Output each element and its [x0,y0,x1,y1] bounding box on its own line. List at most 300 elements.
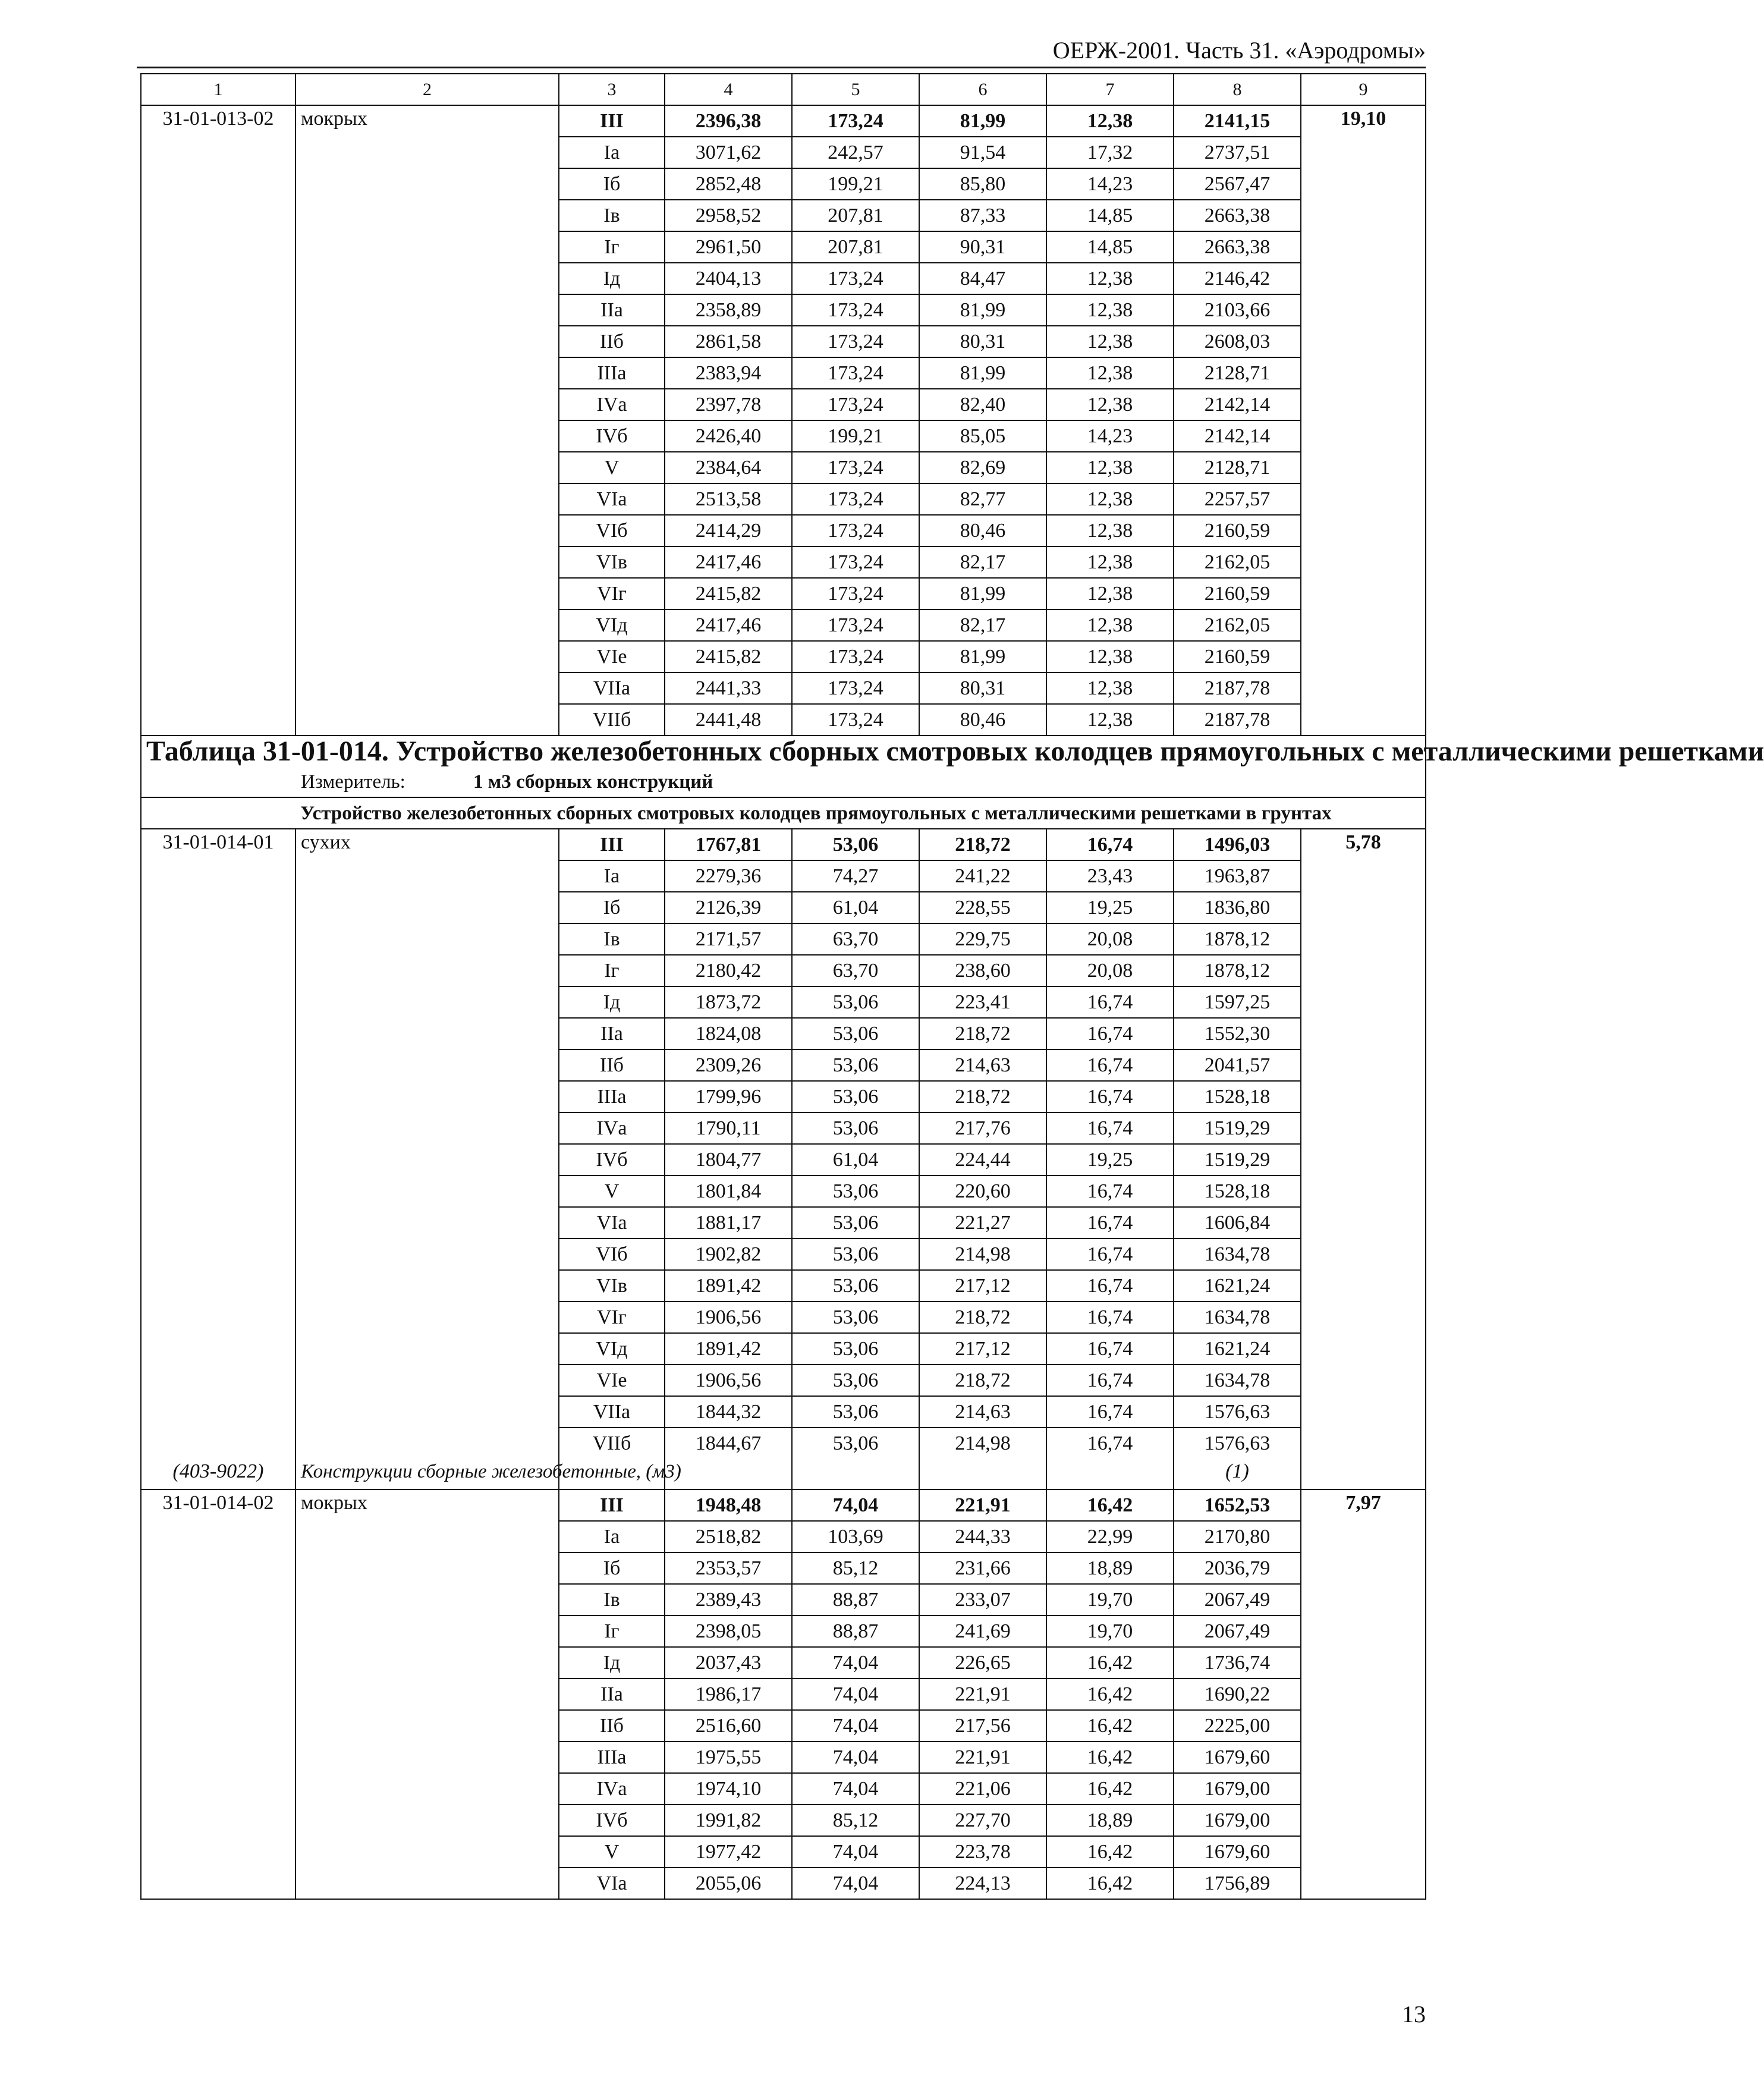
machines-cell: 217,76 [919,1112,1046,1144]
operator-wages-cell: 16,42 [1046,1710,1174,1742]
materials-cost-cell: 2128,71 [1174,452,1301,483]
rate-code-empty [141,1144,295,1175]
wages-cell: 242,57 [792,137,919,168]
machines-cell: 85,80 [919,168,1046,200]
direct-cost-cell: 2852,48 [665,168,792,200]
wages-cell: 74,04 [792,1489,919,1521]
operator-wages-cell: 19,25 [1046,892,1174,923]
soil-condition-empty [295,1049,559,1081]
resource-quantity: (1) [1174,1459,1301,1489]
soil-condition-empty [295,1805,559,1836]
rate-code-empty [141,1647,295,1679]
direct-cost-cell: 1977,42 [665,1836,792,1868]
table-row [141,1584,1426,1615]
zone-cell: Iг [559,231,665,263]
machines-cell: 81,99 [919,105,1046,137]
zone-cell: V [559,1836,665,1868]
table-row [141,860,1426,892]
table-row [141,546,1426,578]
direct-cost-cell: 2353,57 [665,1552,792,1584]
materials-cost-cell: 2146,42 [1174,263,1301,294]
zone-cell: IVб [559,1144,665,1175]
zone-cell: VIа [559,1868,665,1899]
rate-code-empty [141,609,295,641]
operator-wages-cell: 12,38 [1046,389,1174,420]
meter-label: Измеритель: [301,771,405,793]
table-row [141,1521,1426,1552]
wages-cell: 53,06 [792,1081,919,1112]
labor-cost-cell: 19,10 [1301,105,1426,137]
labor-cost-empty [1301,389,1426,420]
machines-cell: 80,31 [919,672,1046,704]
wages-cell: 207,81 [792,231,919,263]
operator-wages-cell: 16,74 [1046,829,1174,860]
labor-cost-empty [1301,1742,1426,1773]
soil-condition-empty [295,483,559,515]
resource-row [141,1459,1426,1489]
table-row [141,1679,1426,1710]
operator-wages-cell: 16,74 [1046,1018,1174,1049]
direct-cost-cell: 2309,26 [665,1049,792,1081]
operator-wages-cell: 14,85 [1046,231,1174,263]
zone-cell: III [559,1489,665,1521]
rate-code-empty [141,483,295,515]
zone-cell: V [559,1175,665,1207]
direct-cost-cell: 2358,89 [665,294,792,326]
direct-cost-cell: 1881,17 [665,1207,792,1239]
materials-cost-cell: 2257,57 [1174,483,1301,515]
operator-wages-cell: 12,38 [1046,294,1174,326]
labor-cost-empty [1301,294,1426,326]
soil-condition-empty [295,420,559,452]
zone-cell: V [559,452,665,483]
zone-cell: III [559,105,665,137]
wages-cell: 53,06 [792,1396,919,1428]
wages-cell: 173,24 [792,326,919,357]
labor-cost-empty [1301,672,1426,704]
operator-wages-cell: 16,74 [1046,1270,1174,1302]
table-row [141,1365,1426,1396]
machines-cell: 80,46 [919,704,1046,736]
wages-cell: 173,24 [792,357,919,389]
materials-cost-cell: 2737,51 [1174,137,1301,168]
zone-cell: Iд [559,263,665,294]
wages-cell: 85,12 [792,1552,919,1584]
soil-condition-empty [295,263,559,294]
wages-cell: 53,06 [792,1333,919,1365]
materials-cost-cell: 1496,03 [1174,829,1301,860]
soil-condition-empty [295,515,559,546]
wages-cell: 53,06 [792,1270,919,1302]
labor-cost-empty [1301,168,1426,200]
rate-code-empty [141,704,295,736]
operator-wages-cell: 16,74 [1046,1365,1174,1396]
soil-condition-empty [295,955,559,986]
machines-cell: 82,40 [919,389,1046,420]
soil-condition-empty [295,1333,559,1365]
operator-wages-cell: 16,74 [1046,986,1174,1018]
direct-cost-cell: 1975,55 [665,1742,792,1773]
column-number: 1 [141,74,295,105]
soil-condition-empty [295,1521,559,1552]
table-row [141,105,1426,137]
table-row [141,672,1426,704]
machines-cell: 91,54 [919,137,1046,168]
column-number-row [141,74,1426,105]
direct-cost-cell: 2279,36 [665,860,792,892]
rate-code-empty [141,294,295,326]
direct-cost-cell: 2180,42 [665,955,792,986]
machines-cell: 218,72 [919,1081,1046,1112]
table-row [141,1144,1426,1175]
machines-cell: 221,91 [919,1742,1046,1773]
resource-code: (403-9022) [141,1459,295,1489]
materials-cost-cell: 2141,15 [1174,105,1301,137]
table-row [141,1615,1426,1647]
direct-cost-cell: 1991,82 [665,1805,792,1836]
labor-cost-empty [1301,1521,1426,1552]
description-row [141,797,1426,829]
zone-cell: IIIа [559,357,665,389]
labor-cost-empty [1301,357,1426,389]
machines-cell: 80,46 [919,515,1046,546]
table-row [141,1018,1426,1049]
soil-condition: мокрых [295,1489,559,1521]
zone-cell: VIе [559,641,665,672]
table-row [141,829,1426,860]
materials-cost-cell: 1878,12 [1174,923,1301,955]
materials-cost-cell: 1528,18 [1174,1175,1301,1207]
soil-condition-empty [295,1773,559,1805]
labor-cost-empty [1301,892,1426,923]
operator-wages-cell: 16,74 [1046,1302,1174,1333]
direct-cost-cell: 2404,13 [665,263,792,294]
wages-cell: 173,24 [792,389,919,420]
labor-cost-empty [1301,1049,1426,1081]
operator-wages-cell: 16,74 [1046,1175,1174,1207]
rate-code-empty [141,1365,295,1396]
table-row [141,986,1426,1018]
machines-cell: 218,72 [919,1018,1046,1049]
labor-cost-empty [1301,1302,1426,1333]
wages-cell: 74,04 [792,1868,919,1899]
labor-cost-empty [1301,1710,1426,1742]
zone-cell: IVа [559,1773,665,1805]
table-row [141,357,1426,389]
materials-cost-cell: 2608,03 [1174,326,1301,357]
rate-code-empty [141,1239,295,1270]
direct-cost-cell: 2398,05 [665,1615,792,1647]
materials-cost-cell: 2187,78 [1174,672,1301,704]
materials-cost-cell: 2567,47 [1174,168,1301,200]
rate-code: 31-01-014-01 [141,829,295,860]
zone-cell: IIб [559,1049,665,1081]
machines-cell: 233,07 [919,1584,1046,1615]
labor-cost-empty [1301,1615,1426,1647]
materials-cost-cell: 1519,29 [1174,1112,1301,1144]
operator-wages-cell: 16,74 [1046,1081,1174,1112]
operator-wages-cell: 12,38 [1046,105,1174,137]
direct-cost-cell: 2513,58 [665,483,792,515]
table-title: Таблица 31-01-014. Устройство железобетонных сборных смотровых колодцев прямоугольных с металлическими решетками [141,736,1426,766]
direct-cost-cell: 1891,42 [665,1270,792,1302]
materials-cost-cell: 1679,60 [1174,1742,1301,1773]
machines-cell: 226,65 [919,1647,1046,1679]
rate-code-empty [141,1552,295,1584]
materials-cost-cell: 2160,59 [1174,515,1301,546]
zone-cell: VIб [559,1239,665,1270]
labor-cost-empty [1301,1836,1426,1868]
rate-code-empty [141,1175,295,1207]
direct-cost-cell: 1844,32 [665,1396,792,1428]
rate-code: 31-01-013-02 [141,105,295,137]
labor-cost-empty [1301,1333,1426,1365]
rate-code-empty [141,955,295,986]
resource-name: Конструкции сборные железобетонные, (м3) [295,1459,559,1489]
soil-condition-empty [295,672,559,704]
rate-code-empty [141,263,295,294]
direct-cost-cell: 1902,82 [665,1239,792,1270]
soil-condition-empty [295,1239,559,1270]
direct-cost-cell: 2417,46 [665,546,792,578]
materials-cost-cell: 2067,49 [1174,1584,1301,1615]
wages-cell: 53,06 [792,1365,919,1396]
rate-code-empty [141,1773,295,1805]
zone-cell: Iг [559,1615,665,1647]
rate-code-empty [141,672,295,704]
machines-cell: 82,69 [919,452,1046,483]
materials-cost-cell: 2128,71 [1174,357,1301,389]
wages-cell: 53,06 [792,1207,919,1239]
operator-wages-cell: 16,42 [1046,1868,1174,1899]
table-row [141,1742,1426,1773]
rate-code-empty [141,1805,295,1836]
zone-cell: VIв [559,1270,665,1302]
table-row [141,1081,1426,1112]
materials-cost-cell: 1606,84 [1174,1207,1301,1239]
table-row [141,1489,1426,1521]
wages-cell: 53,06 [792,1049,919,1081]
machines-cell: 221,27 [919,1207,1046,1239]
soil-condition-empty [295,1710,559,1742]
materials-cost-cell: 1690,22 [1174,1679,1301,1710]
table-row [141,389,1426,420]
soil-condition-empty [295,1868,559,1899]
wages-cell: 74,04 [792,1710,919,1742]
table-row [141,1836,1426,1868]
column-number: 6 [919,74,1046,105]
labor-cost-cell: 7,97 [1301,1489,1426,1521]
materials-cost-cell: 2162,05 [1174,546,1301,578]
materials-cost-cell: 1621,24 [1174,1270,1301,1302]
operator-wages-cell: 16,74 [1046,1333,1174,1365]
zone-cell: VIIб [559,1428,665,1459]
zone-cell: VIд [559,609,665,641]
direct-cost-cell: 2516,60 [665,1710,792,1742]
operator-wages-cell: 12,38 [1046,704,1174,736]
labor-cost-empty [1301,1584,1426,1615]
direct-cost-cell: 1804,77 [665,1144,792,1175]
soil-condition-empty [295,1144,559,1175]
rate-code-empty [141,1396,295,1428]
machines-cell: 221,06 [919,1773,1046,1805]
labor-cost-empty [1301,515,1426,546]
zone-cell: Iб [559,168,665,200]
labor-cost-empty [1301,1679,1426,1710]
wages-cell: 103,69 [792,1521,919,1552]
column-number: 2 [295,74,559,105]
labor-cost-empty [1301,1239,1426,1270]
table-row [141,955,1426,986]
machines-cell: 220,60 [919,1175,1046,1207]
wages-cell: 173,24 [792,294,919,326]
labor-cost-empty [1301,578,1426,609]
labor-cost-empty [1301,923,1426,955]
machines-cell: 82,77 [919,483,1046,515]
zone-cell: Iв [559,200,665,231]
direct-cost-cell: 1948,48 [665,1489,792,1521]
direct-cost-cell: 1799,96 [665,1081,792,1112]
machines-cell: 214,98 [919,1428,1046,1459]
materials-cost-cell: 2663,38 [1174,231,1301,263]
operator-wages-cell: 16,74 [1046,1396,1174,1428]
soil-condition: мокрых [295,105,559,137]
direct-cost-cell: 1906,56 [665,1302,792,1333]
wages-cell: 173,24 [792,483,919,515]
operator-wages-cell: 12,38 [1046,515,1174,546]
operator-wages-cell: 16,74 [1046,1428,1174,1459]
direct-cost-cell: 2414,29 [665,515,792,546]
rate-code-empty [141,200,295,231]
labor-cost-empty [1301,704,1426,736]
rate-code-empty [141,641,295,672]
wages-cell: 173,24 [792,672,919,704]
materials-cost-cell: 2041,57 [1174,1049,1301,1081]
wages-cell: 74,04 [792,1679,919,1710]
rate-code-empty [141,1868,295,1899]
operator-wages-cell: 14,85 [1046,200,1174,231]
table-row [141,515,1426,546]
operator-wages-cell: 16,42 [1046,1742,1174,1773]
machines-cell: 82,17 [919,609,1046,641]
soil-condition-empty [295,860,559,892]
operator-wages-cell: 17,32 [1046,137,1174,168]
materials-cost-cell: 2103,66 [1174,294,1301,326]
rate-code-empty [141,168,295,200]
operator-wages-cell: 12,38 [1046,357,1174,389]
labor-cost-empty [1301,200,1426,231]
direct-cost-cell: 1873,72 [665,986,792,1018]
labor-cost-empty [1301,1428,1426,1459]
meter-line [141,766,1426,797]
table-row [141,263,1426,294]
operator-wages-cell: 16,74 [1046,1112,1174,1144]
table-row [141,1773,1426,1805]
table-row [141,294,1426,326]
resource-empty [1301,1459,1426,1489]
wages-cell: 53,06 [792,829,919,860]
zone-cell: VIIа [559,672,665,704]
rate-code-empty [141,326,295,357]
materials-cost-cell: 2170,80 [1174,1521,1301,1552]
operator-wages-cell: 19,25 [1046,1144,1174,1175]
zone-cell: VIв [559,546,665,578]
rate-code-empty [141,1270,295,1302]
machines-cell: 241,22 [919,860,1046,892]
zone-cell: IIа [559,1679,665,1710]
materials-cost-cell: 1597,25 [1174,986,1301,1018]
labor-cost-empty [1301,1396,1426,1428]
soil-condition-empty [295,1396,559,1428]
zone-cell: VIIа [559,1396,665,1428]
wages-cell: 74,04 [792,1742,919,1773]
machines-cell: 224,13 [919,1868,1046,1899]
zone-cell: VIIб [559,704,665,736]
direct-cost-cell: 1891,42 [665,1333,792,1365]
machines-cell: 218,72 [919,1365,1046,1396]
labor-cost-empty [1301,1805,1426,1836]
table-row [141,1302,1426,1333]
resource-empty [665,1459,792,1489]
wages-cell: 88,87 [792,1615,919,1647]
table-row [141,578,1426,609]
direct-cost-cell: 1824,08 [665,1018,792,1049]
labor-cost-empty [1301,263,1426,294]
materials-cost-cell: 2225,00 [1174,1710,1301,1742]
direct-cost-cell: 1801,84 [665,1175,792,1207]
machines-cell: 85,05 [919,420,1046,452]
rate-code-empty [141,1836,295,1868]
direct-cost-cell: 2126,39 [665,892,792,923]
zone-cell: IVб [559,1805,665,1836]
materials-cost-cell: 2142,14 [1174,420,1301,452]
labor-cost-empty [1301,1175,1426,1207]
zone-cell: VIе [559,1365,665,1396]
page-number: 13 [1402,2001,1426,2028]
operator-wages-cell: 19,70 [1046,1584,1174,1615]
labor-cost-empty [1301,1144,1426,1175]
rate-code-empty [141,546,295,578]
zone-cell: IVа [559,389,665,420]
materials-cost-cell: 1878,12 [1174,955,1301,986]
rate-code-empty [141,420,295,452]
direct-cost-cell: 2441,48 [665,704,792,736]
operator-wages-cell: 16,42 [1046,1489,1174,1521]
materials-cost-cell: 2162,05 [1174,609,1301,641]
machines-cell: 221,91 [919,1489,1046,1521]
soil-condition-empty [295,1018,559,1049]
zone-cell: Iв [559,923,665,955]
machines-cell: 214,63 [919,1049,1046,1081]
zone-cell: VIг [559,1302,665,1333]
zone-cell: Iб [559,1552,665,1584]
zone-cell: IIб [559,326,665,357]
direct-cost-cell: 2441,33 [665,672,792,704]
operator-wages-cell: 12,38 [1046,609,1174,641]
machines-cell: 81,99 [919,578,1046,609]
wages-cell: 173,24 [792,515,919,546]
rate-code-empty [141,1112,295,1144]
operator-wages-cell: 20,08 [1046,923,1174,955]
wages-cell: 74,04 [792,1647,919,1679]
materials-cost-cell: 2160,59 [1174,641,1301,672]
machines-cell: 214,63 [919,1396,1046,1428]
machines-cell: 80,31 [919,326,1046,357]
rate-code-empty [141,1333,295,1365]
operator-wages-cell: 19,70 [1046,1615,1174,1647]
machines-cell: 238,60 [919,955,1046,986]
labor-cost-empty [1301,1868,1426,1899]
